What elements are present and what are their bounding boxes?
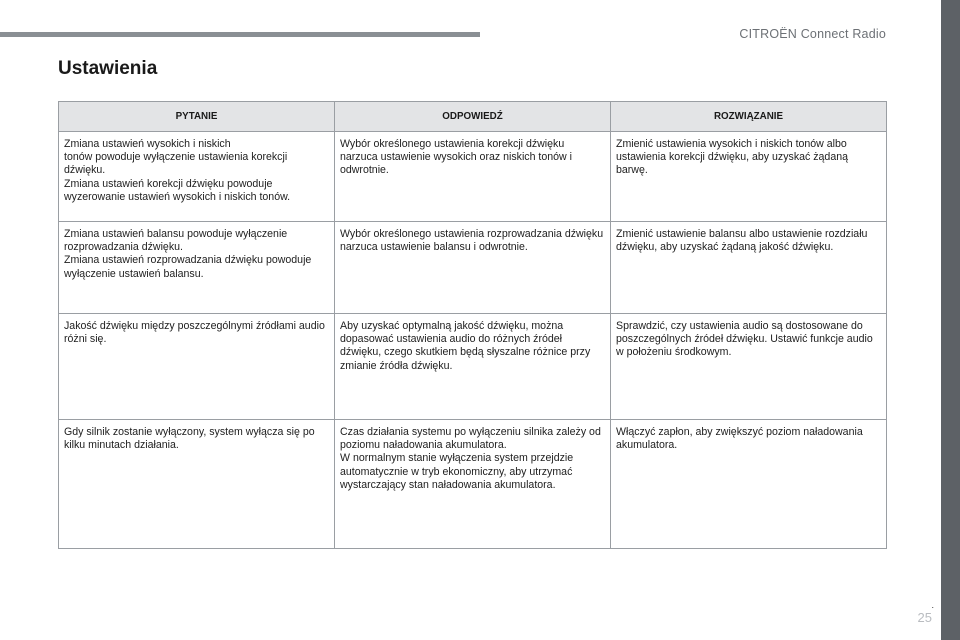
cell-answer: Aby uzyskać optymalną jakość dźwięku, można dopasować ustawienia audio do różnych źródeł dźwięku, czego skutkiem będą słyszalne różnice przy zmianie źródła dźwięku. (335, 314, 611, 420)
page-dots: . (931, 600, 934, 610)
table-row (59, 132, 887, 222)
table-header-row (59, 102, 887, 132)
cell-solution: Sprawdzić, czy ustawienia audio są dostosowane do poszczególnych źródeł dźwięku. Ustawić funkcje audio w położeniu środkowym. (611, 314, 887, 420)
column-header-answer: ODPOWIEDŹ (335, 102, 611, 132)
cell-solution: Zmienić ustawienia wysokich i niskich tonów albo ustawienia korekcji dźwięku, aby uzyskać żądaną barwę. (611, 132, 887, 222)
cell-answer: Wybór określonego ustawienia rozprowadzania dźwięku narzuca ustawienie balansu i odwrotnie. (335, 222, 611, 314)
page-number: 25 (917, 610, 932, 625)
cell-solution: Włączyć zapłon, aby zwiększyć poziom naładowania akumulatora. (611, 420, 887, 549)
page-title: Ustawienia (58, 58, 158, 79)
cell-question: Zmiana ustawień balansu powoduje wyłączenie rozprowadzania dźwięku. Zmiana ustawień rozprowadzania dźwięku powoduje wyłączenie ustawień balansu. (59, 222, 335, 314)
header-brand: CITROËN Connect Radio (739, 27, 886, 41)
column-header-question: PYTANIE (59, 102, 335, 132)
cell-answer: Czas działania systemu po wyłączeniu silnika zależy od poziomu naładowania akumulatora. W normalnym stanie wyłączenia system przejdzie automatycznie w tryb ekonomiczny, aby utrzymać wystarczający stan naładowania akumulatora. (335, 420, 611, 549)
cell-question: Zmiana ustawień wysokich i niskich tonów powoduje wyłączenie ustawienia korekcji dźwięku. Zmiana ustawień korekcji dźwięku powoduje wyzerowanie ustawień wysokich i niskich tonów. (59, 132, 335, 222)
header-rule (0, 32, 480, 37)
page-edge-strip (941, 0, 960, 640)
cell-question: Gdy silnik zostanie wyłączony, system wyłącza się po kilku minutach działania. (59, 420, 335, 549)
table-row (59, 314, 887, 420)
cell-solution: Zmienić ustawienie balansu albo ustawienie rozdziału dźwięku, aby uzyskać żądaną jakość dźwięku. (611, 222, 887, 314)
table-row (59, 420, 887, 549)
cell-answer: Wybór określonego ustawienia korekcji dźwięku narzuca ustawienie wysokich oraz niskich tonów i odwrotnie. (335, 132, 611, 222)
table-row (59, 222, 887, 314)
column-header-solution: ROZWIĄZANIE (611, 102, 887, 132)
cell-question: Jakość dźwięku między poszczególnymi źródłami audio różni się. (59, 314, 335, 420)
troubleshooting-table (58, 101, 887, 549)
